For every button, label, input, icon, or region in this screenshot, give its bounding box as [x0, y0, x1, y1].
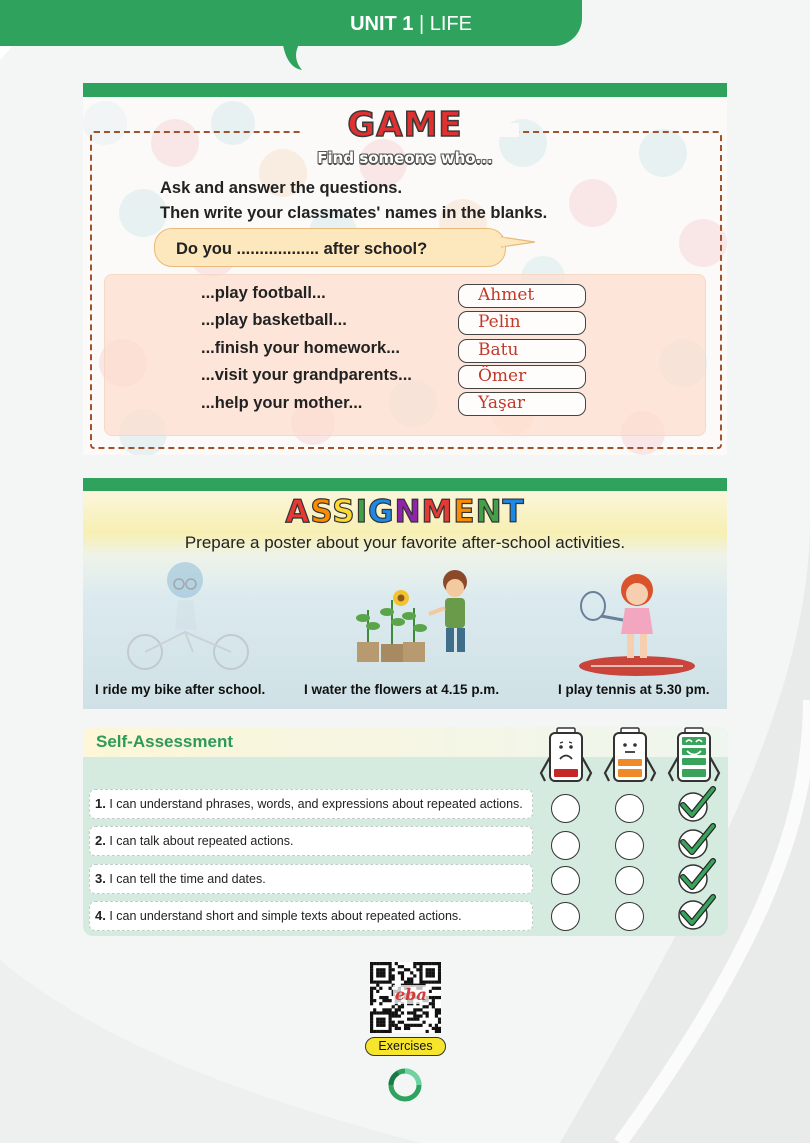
self-assessment-title: Self-Assessment [96, 732, 234, 751]
instruction-2: Then write your classmates' names in the blanks. [160, 204, 548, 222]
question-item: ...visit your grandparents... [201, 366, 412, 384]
self-assessment-row [89, 789, 533, 819]
row-text: I can talk about repeated actions. [109, 834, 294, 848]
row-text: I can understand short and simple texts about repeated actions. [109, 909, 462, 923]
question-item: ...play basketball... [201, 311, 347, 329]
self-assessment-section [83, 727, 728, 936]
speech-bubble-text: Do you .................. after school? [176, 240, 428, 258]
questions-panel [104, 274, 706, 436]
boy-riding-bike-illustration [123, 560, 253, 670]
caption-bike: I ride my bike after school. [95, 682, 266, 697]
self-assessment-row [89, 901, 533, 931]
self-assessment-row [89, 826, 533, 856]
assignment-section [83, 478, 727, 709]
assignment-title-letter: S [310, 494, 333, 530]
assignment-title-letter: N [394, 494, 422, 530]
game-subtitle: Find someone who... [317, 149, 493, 167]
row-number: 1. [95, 796, 106, 811]
rating-circle-low[interactable] [551, 794, 580, 823]
answer-field[interactable]: Ömer [458, 365, 586, 389]
unit-number: UNIT 1 [350, 13, 414, 35]
assignment-title-letter: G [368, 494, 395, 530]
checkmark-icon[interactable] [675, 822, 717, 860]
answer-field[interactable]: Yaşar [458, 392, 586, 416]
assignment-title-letter: A [285, 494, 311, 530]
answer-field[interactable]: Pelin [458, 311, 586, 335]
row-number: 3. [95, 871, 106, 886]
assignment-title-letter: E [453, 494, 476, 530]
rating-circle-low[interactable] [551, 866, 580, 895]
unit-title [350, 13, 472, 36]
question-item: ...help your mother... [201, 394, 363, 412]
row-number: 4. [95, 908, 106, 923]
assignment-title [83, 494, 727, 530]
medium-battery-neutral-icon [603, 727, 657, 785]
checkmark-icon[interactable] [675, 785, 717, 823]
full-battery-happy-icon [667, 727, 721, 785]
assignment-title-letter: M [421, 494, 454, 530]
unit-header [0, 0, 582, 46]
question-item: ...finish your homework... [201, 339, 400, 357]
speech-bubble [154, 228, 506, 267]
assignment-title-letter: N [475, 494, 503, 530]
assignment-title-letter: I [355, 494, 369, 530]
assignment-title-letter: T [502, 494, 525, 530]
checkmark-icon[interactable] [675, 857, 717, 895]
game-top-bar [83, 83, 727, 97]
row-text: I can tell the time and dates. [109, 872, 266, 886]
caption-tennis: I play tennis at 5.30 pm. [558, 682, 710, 697]
unit-separator: | [418, 13, 425, 35]
exercises-button[interactable]: Exercises [365, 1037, 446, 1056]
unit-topic: LIFE [429, 13, 472, 35]
row-text: I can understand phrases, words, and expressions about repeated actions. [109, 797, 523, 811]
eba-logo-text: eba [395, 985, 427, 1004]
checkmark-icon[interactable] [675, 893, 717, 931]
answer-field[interactable]: Ahmet [458, 284, 586, 308]
rating-circle-low[interactable] [551, 902, 580, 931]
game-section [83, 83, 727, 455]
rating-circle-medium[interactable] [615, 866, 644, 895]
rating-circle-low[interactable] [551, 831, 580, 860]
game-title: GAME [347, 105, 463, 145]
page-ring-logo [386, 1066, 424, 1104]
boy-watering-flowers-illustration [353, 570, 483, 670]
rating-circle-medium[interactable] [615, 902, 644, 931]
header-speech-tail [282, 38, 304, 72]
row-number: 2. [95, 833, 106, 848]
girl-playing-tennis-illustration [575, 570, 725, 678]
rating-circle-medium[interactable] [615, 831, 644, 860]
instruction-1: Ask and answer the questions. [160, 179, 403, 197]
caption-flowers: I water the flowers at 4.15 p.m. [304, 682, 500, 697]
assignment-subtitle: Prepare a poster about your favorite after-school activities. [184, 533, 626, 552]
question-item: ...play football... [201, 284, 326, 302]
low-battery-sad-icon [539, 727, 593, 785]
rating-circle-medium[interactable] [615, 794, 644, 823]
assignment-title-letter: S [332, 494, 356, 530]
answer-field[interactable]: Batu [458, 339, 586, 363]
speech-bubble-tail [501, 235, 535, 249]
self-assessment-row [89, 864, 533, 894]
